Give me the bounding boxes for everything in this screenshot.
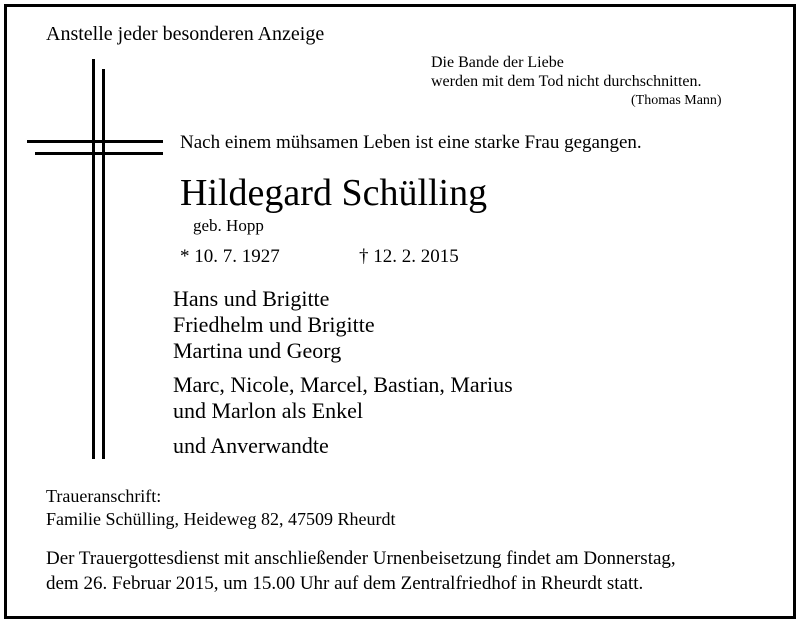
death-date: † 12. 2. 2015 <box>359 246 459 267</box>
cross-vertical-bar-1 <box>92 59 95 459</box>
notice-header: Anstelle jeder besonderen Anzeige <box>46 23 325 45</box>
obituary-notice <box>4 4 796 619</box>
quote-author: (Thomas Mann) <box>631 93 722 108</box>
quote-line-1: Die Bande der Liebe <box>431 54 564 71</box>
mourner-line: Friedhelm und Brigitte <box>173 312 375 337</box>
grandchildren-list <box>173 372 513 424</box>
relatives-line: und Anverwandte <box>173 433 329 458</box>
intro-text: Nach einem mühsamen Leben ist eine starke Frau gegangen. <box>180 132 642 153</box>
deceased-name: Hildegard Schülling <box>180 172 488 214</box>
grandchildren-line: und Marlon als Enkel <box>173 398 364 423</box>
mourner-line: Hans und Brigitte <box>173 286 330 311</box>
mourner-line: Martina und Georg <box>173 338 342 363</box>
quote-block <box>431 53 722 110</box>
quote-line-2: werden mit dem Tod nicht durchschnitten. <box>431 73 702 90</box>
cross-horizontal-bar-1 <box>27 140 163 143</box>
birth-date: * 10. 7. 1927 <box>180 246 280 267</box>
service-line-1: Der Trauergottesdienst mit anschließender Urnenbeisetzung findet am Donnerstag, <box>46 548 676 569</box>
funeral-service-info <box>46 546 676 596</box>
cross-horizontal-bar-2 <box>35 152 163 155</box>
cross-vertical-bar-2 <box>102 69 105 459</box>
service-line-2: dem 26. Februar 2015, um 15.00 Uhr auf dem Zentralfriedhof in Rheurdt statt. <box>46 573 644 594</box>
address-line: Familie Schülling, Heideweg 82, 47509 Rheurdt <box>46 509 396 529</box>
address-label: Traueranschrift: <box>46 486 162 506</box>
maiden-name: geb. Hopp <box>193 216 264 235</box>
grandchildren-line: Marc, Nicole, Marcel, Bastian, Marius <box>173 372 513 397</box>
mourning-address <box>46 485 395 531</box>
mourners-list <box>173 286 375 364</box>
